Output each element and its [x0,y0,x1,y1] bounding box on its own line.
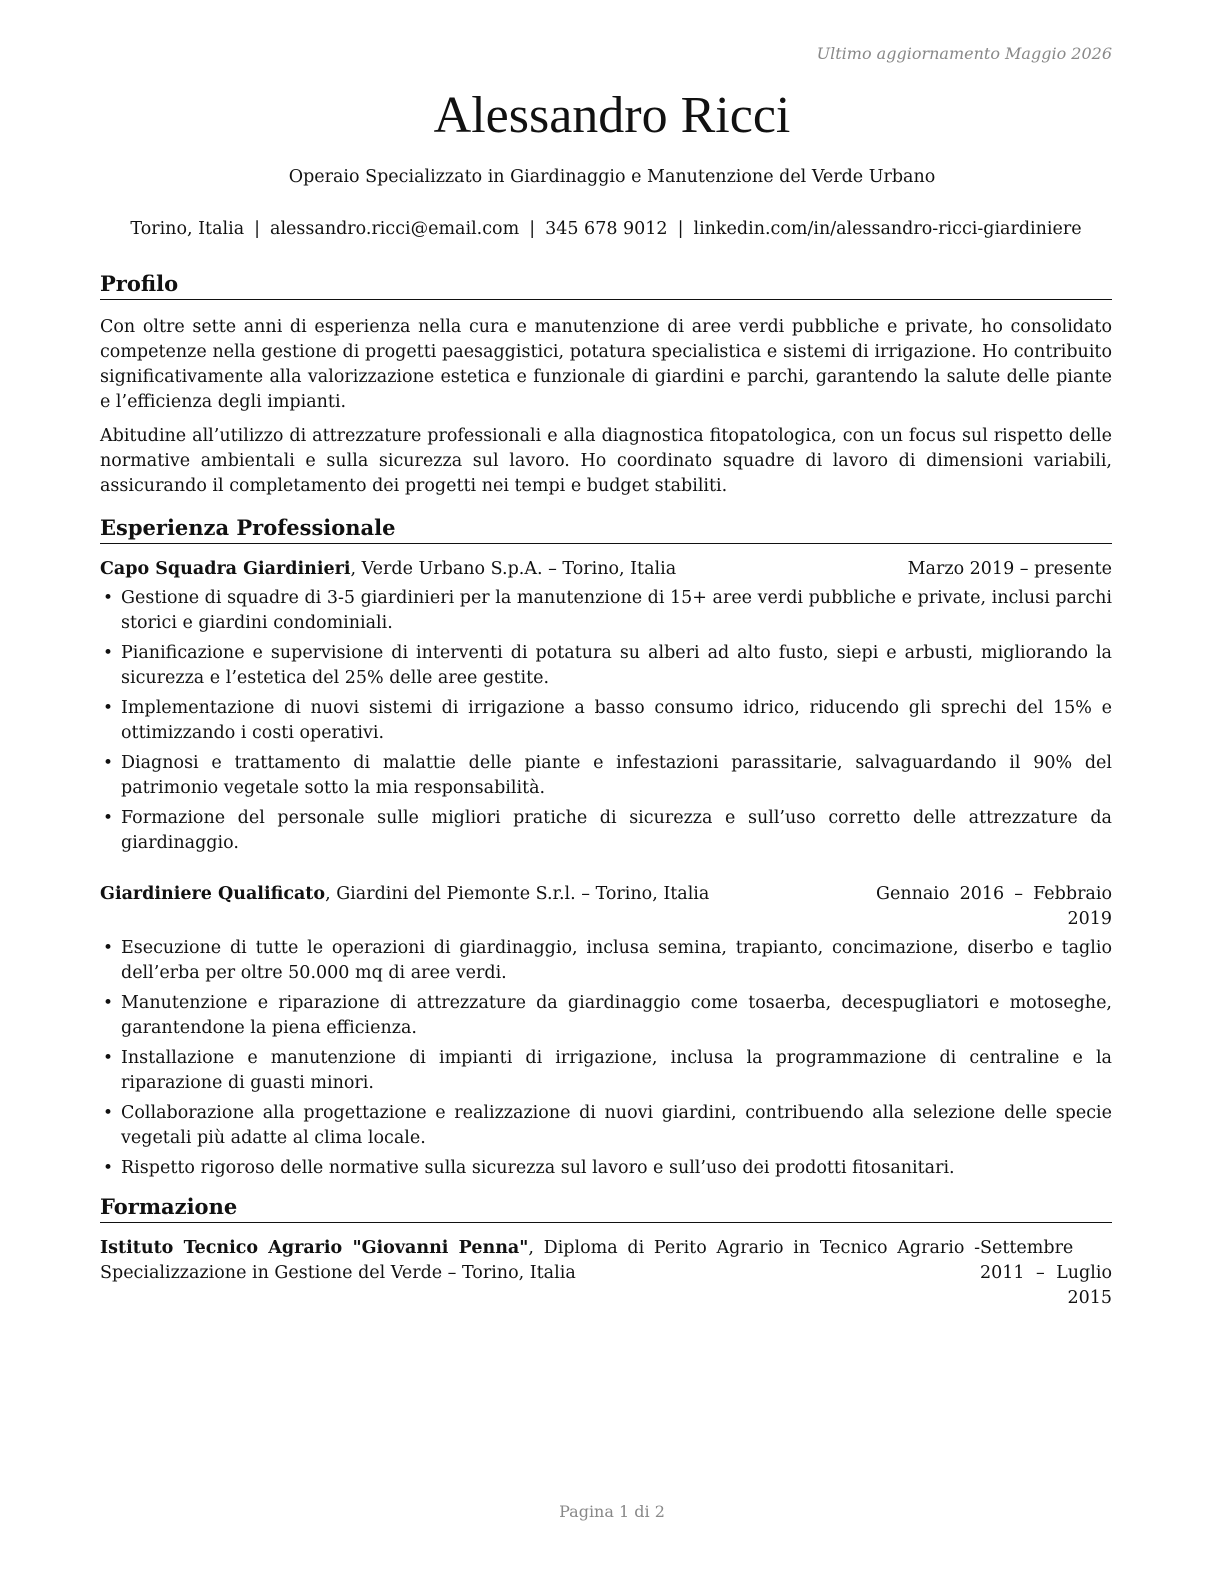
job-header [100,882,1112,932]
contact-location: Torino, Italia [130,219,245,239]
resume-content [100,270,1112,1311]
bullet-icon: • [103,588,114,608]
list-item: • Diagnosi e trattamento di malattie delle piante e infestazioni parassitarie, salvaguardando il 90% del patrimonio vegetale sotto la mia responsabilità. [103,753,1112,798]
education-school: Istituto Tecnico Agrario "Giovanni Penna" [100,1238,529,1258]
section-title-profile: Profilo [100,270,1112,300]
list-item: • Gestione di squadre di 3-5 giardinieri per la manutenzione di 15+ aree verdi pubbliche e private, inclusi parchi storici e giardini condominiali. [103,588,1112,633]
bullet-icon: • [103,1158,114,1178]
candidate-name: Alessandro Ricci [433,87,791,144]
profile-section [100,315,1112,499]
bullet-icon: • [103,698,114,718]
contact-phone: 345 678 9012 [545,219,668,239]
job-bullets [100,586,1112,856]
contact-email[interactable]: alessandro.ricci@email.com [270,219,520,239]
job-entry [100,557,1112,856]
contact-line [100,219,1112,239]
profile-paragraph: Con oltre sette anni di esperienza nella cura e manutenzione di aree verdi pubbliche e private, ho consolidato competenze nella gestione di progetti paesaggistici, potatura specialistica e sistemi di irrigazione. Ho contribuito significativamente alla valorizzazione estetica e funzionale di giardini e parchi, garantendo la salute delle piante e l’efficienza degli impianti. [100,317,1112,412]
list-item: • Implementazione di nuovi sistemi di irrigazione a basso consumo idrico, riducendo gli sprechi del 15% e ottimizzando i costi operativi. [103,698,1112,743]
job-company: , Giardini del Piemonte S.r.l. – Torino, Italia [325,884,710,904]
section-title-education: Formazione [100,1193,1112,1223]
job-entry [100,882,1112,1181]
education-dates: Settembre 2011 – Luglio 2015 [980,1238,1112,1308]
job-dates: Gennaio 2016 – Febbraio 2019 [876,884,1112,929]
list-item: • Collaborazione alla progettazione e realizzazione di nuovi giardini, contribuendo alla selezione delle specie vegetali più adatte al clima locale. [103,1103,1112,1148]
job-header [100,557,1112,582]
list-item: • Pianificazione e supervisione di interventi di potatura su alberi ad alto fusto, siepi e arbusti, migliorando la sicurezza e l’estetica del 25% delle aree gestite. [103,643,1112,688]
profile-paragraph: Abitudine all’utilizzo di attrezzature professionali e alla diagnostica fitopatologica, con un focus sul rispetto delle normative ambientali e sulla sicurezza sul lavoro. Ho coordinato squadre di lavoro di dimensioni variabili, assicurando il completamento dei progetti nei tempi e budget stabiliti. [100,426,1112,496]
bullet-icon: • [103,1048,114,1068]
list-item: • Manutenzione e riparazione di attrezzature da giardinaggio come tosaerba, decespugliatori e motoseghe, garantendone la piena efficienza. [103,993,1112,1038]
job-dates: Marzo 2019 – presente [907,559,1112,579]
list-item: • Rispetto rigoroso delle normative sulla sicurezza sul lavoro e sull’uso dei prodotti fitosanitari. [100,1156,1112,1181]
headline: Operaio Specializzato in Giardinaggio e Manutenzione del Verde Urbano [288,167,936,187]
list-item: • Formazione del personale sulle migliori pratiche di sicurezza e sull’uso corretto delle attrezzature da giardinaggio. [103,808,1112,853]
job-role: Giardiniere Qualificato [100,884,326,904]
bullet-icon: • [103,993,114,1013]
separator: | [254,219,261,239]
separator: | [677,219,684,239]
education-detail: , Diploma di Perito Agrario in Tecnico Agrario - Specializzazione in Gestione del Verde – Torino, Italia [100,1238,980,1283]
job-bullets [100,936,1112,1181]
page-number: Pagina 1 di 2 [559,1502,665,1521]
bullet-icon: • [103,938,114,958]
job-role: Capo Squadra Giardinieri [100,559,351,579]
contact-linkedin[interactable]: linkedin.com/in/alessandro-ricci-giardiniere [693,219,1082,239]
bullet-icon: • [103,643,114,663]
bullet-icon: • [103,808,114,828]
list-item: • Esecuzione di tutte le operazioni di giardinaggio, inclusa semina, trapianto, concimazione, diserbo e taglio dell’erba per oltre 50.000 mq di aree verdi. [103,938,1112,983]
bullet-icon: • [103,1103,114,1123]
education-entry [100,1236,1112,1311]
separator: | [529,219,536,239]
bullet-icon: • [103,753,114,773]
job-company: , Verde Urbano S.p.A. – Torino, Italia [350,559,677,579]
last-updated: Ultimo aggiornamento Maggio 2026 [816,44,1112,63]
section-title-experience: Esperienza Professionale [100,514,1112,544]
list-item: • Installazione e manutenzione di impianti di irrigazione, inclusa la programmazione di centraline e la riparazione di guasti minori. [103,1048,1112,1093]
